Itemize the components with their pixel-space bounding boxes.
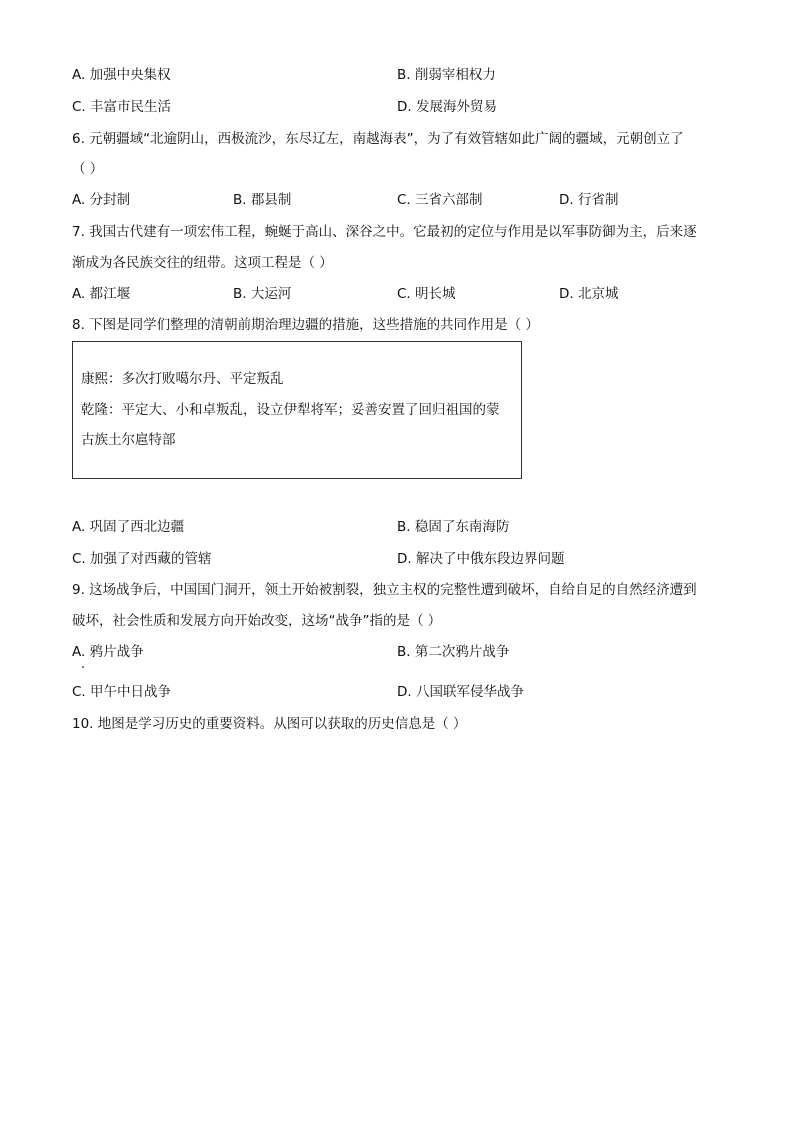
q7-option-d: D. 北京城 (559, 286, 619, 302)
q5-option-b: B. 削弱宰相权力 (397, 67, 496, 83)
q5-option-d: D. 发展海外贸易 (397, 99, 497, 115)
q5-option-c: C. 丰富市民生活 (72, 99, 172, 115)
q7-stem-line2: 渐成为各民族交往的纽带。这项工程是（ ） (72, 255, 333, 271)
q9-option-d: D. 八国联军侵华战争 (397, 684, 524, 700)
q6-option-c: C. 三省六部制 (397, 192, 483, 208)
q8-box-line3: 古族土尔扈特部 (81, 432, 176, 448)
q8-option-d: D. 解决了中俄东段边界问题 (397, 551, 565, 567)
q9-stem-line2: 破坏，社会性质和发展方向开始改变，这场“战争”指的是（ ） (72, 613, 442, 629)
q6-option-a: A. 分封制 (72, 192, 131, 208)
q9-option-c: C. 甲午中日战争 (72, 684, 172, 700)
q7-option-c: C. 明长城 (397, 286, 456, 302)
q8-option-b: B. 稳固了东南海防 (397, 519, 510, 535)
q7-stem-line1: 7. 我国古代建有一项宏伟工程，蜿蜒于高山、深谷之中。它最初的定位与作用是以军事防御为主，后来逐 (72, 224, 697, 240)
stray-mark (82, 666, 84, 668)
q7-option-b: B. 大运河 (233, 286, 292, 302)
q6-stem-line1: 6. 元朝疆域“北逾阴山，西极流沙，东尽辽左，南越海表”，为了有效管辖如此广阔的疆域，元朝创立了 (72, 131, 684, 147)
q8-info-box (72, 341, 522, 479)
q9-stem-line1: 9. 这场战争后，中国国门洞开，领土开始被割裂，独立主权的完整性遭到破坏，自给自足的自然经济遭到 (72, 582, 697, 598)
q6-option-d: D. 行省制 (559, 192, 619, 208)
q8-box-line2: 乾隆：平定大、小和卓叛乱，设立伊犁将军；妥善安置了回归祖国的蒙 (81, 402, 500, 418)
q7-option-a: A. 都江堰 (72, 286, 131, 302)
q5-option-a: A. 加强中央集权 (72, 67, 171, 83)
q8-option-c: C. 加强了对西藏的管辖 (72, 551, 212, 567)
q9-option-a: A. 鸦片战争 (72, 644, 144, 660)
q8-stem: 8. 下图是同学们整理的清朝前期治理边疆的措施，这些措施的共同作用是（ ） (72, 317, 539, 333)
q6-stem-line2: （ ） (72, 161, 104, 177)
q10-stem: 10. 地图是学习历史的重要资料。从图可以获取的历史信息是（ ） (72, 716, 467, 732)
q8-option-a: A. 巩固了西北边疆 (72, 519, 185, 535)
q6-option-b: B. 郡县制 (233, 192, 292, 208)
q9-option-b: B. 第二次鸦片战争 (397, 644, 510, 660)
q8-box-line1: 康熙：多次打败噶尔丹、平定叛乱 (81, 371, 284, 387)
